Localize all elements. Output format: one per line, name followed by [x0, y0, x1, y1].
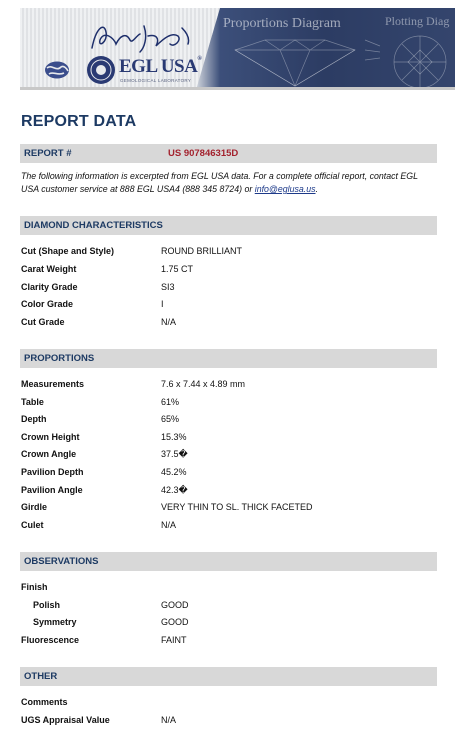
- row-label: Pavilion Angle: [21, 485, 83, 495]
- row-value: 15.3%: [161, 432, 187, 442]
- row-value: 45.2%: [161, 467, 187, 477]
- data-row: [21, 617, 435, 631]
- row-label-comments: Comments: [21, 697, 68, 707]
- data-row: [21, 485, 435, 499]
- data-row: [21, 715, 435, 729]
- data-row: [21, 432, 435, 446]
- diamond-diagram-graphic: [215, 28, 455, 90]
- row-value: GOOD: [161, 600, 189, 610]
- report-number-value: US 907846315D: [168, 148, 239, 159]
- data-row: [21, 449, 435, 463]
- data-row: [21, 582, 435, 596]
- row-value: I: [161, 299, 164, 309]
- data-row: [21, 379, 435, 393]
- row-value: 7.6 x 7.44 x 4.89 mm: [161, 379, 246, 389]
- data-row: [21, 282, 435, 296]
- row-label: UGS Appraisal Value: [21, 715, 110, 725]
- data-row: [21, 697, 435, 711]
- section-header-diamond-characteristics: DIAMOND CHARACTERISTICS: [20, 216, 437, 235]
- row-value: N/A: [161, 520, 177, 530]
- row-label: Carat Weight: [21, 264, 77, 274]
- row-label: Symmetry: [33, 617, 77, 627]
- plotting-diagram-title: Plotting Diag: [385, 14, 450, 28]
- data-row: [21, 264, 435, 278]
- row-label: Cut (Shape and Style): [21, 246, 115, 256]
- header-banner: [20, 8, 455, 90]
- row-value: 61%: [161, 397, 180, 407]
- globe-icon: [44, 60, 70, 80]
- brand-logo-subtitle: GEMOLOGICAL LABORATORY: [120, 78, 192, 83]
- data-row: [21, 397, 435, 411]
- row-label: Cut Grade: [21, 317, 65, 327]
- signature-image: [86, 18, 196, 58]
- row-label: Table: [21, 397, 44, 407]
- data-row: [21, 502, 435, 516]
- data-row: [21, 299, 435, 313]
- row-label: Culet: [21, 520, 44, 530]
- row-label-finish: Finish: [21, 582, 48, 592]
- data-row: [21, 467, 435, 481]
- row-label: Girdle: [21, 502, 48, 512]
- row-value: GOOD: [161, 617, 189, 627]
- row-label: Polish: [33, 600, 61, 610]
- seal-icon: [86, 55, 116, 85]
- row-value: 65%: [161, 414, 180, 424]
- row-value: N/A: [161, 715, 177, 725]
- row-label: Fluorescence: [21, 635, 80, 645]
- proportions-diagram-title: Proportions Diagram: [223, 16, 341, 31]
- data-row: [21, 414, 435, 428]
- row-label: Depth: [21, 414, 47, 424]
- intro-paragraph: [21, 170, 431, 196]
- row-value: 1.75 CT: [161, 264, 194, 274]
- row-label: Crown Angle: [21, 449, 77, 459]
- row-label: Crown Height: [21, 432, 80, 442]
- data-row: [21, 520, 435, 534]
- row-value: FAINT: [161, 635, 187, 645]
- section-header-other: OTHER: [20, 667, 437, 686]
- row-label: Measurements: [21, 379, 85, 389]
- row-label: Color Grade: [21, 299, 74, 309]
- section-header-proportions: PROPORTIONS: [20, 349, 437, 368]
- data-row: [21, 600, 435, 614]
- row-value: N/A: [161, 317, 177, 327]
- intro-text: The following information is excerpted from EGL USA data. For a complete official report, contact EGL USA customer service at 888 EGL USA4 (888 345 8724) or: [21, 171, 418, 194]
- data-row: [21, 317, 435, 331]
- data-row: [21, 246, 435, 260]
- section-header-observations: OBSERVATIONS: [20, 552, 437, 571]
- row-value: 37.5�: [161, 449, 188, 459]
- row-value: 42.3�: [161, 485, 188, 495]
- data-row: [21, 635, 435, 649]
- brand-logo-text: EGL USA®: [119, 56, 202, 77]
- row-value: VERY THIN TO SL. THICK FACETED: [161, 502, 313, 512]
- row-value: SI3: [161, 282, 175, 292]
- intro-text-end: .: [315, 184, 318, 194]
- report-number-label: REPORT #: [24, 148, 72, 159]
- row-value: ROUND BRILLIANT: [161, 246, 243, 256]
- report-number-bar: [20, 144, 437, 163]
- customer-service-email-link[interactable]: info@eglusa.us: [254, 184, 316, 194]
- page-title: REPORT DATA: [21, 113, 137, 130]
- row-label: Pavilion Depth: [21, 467, 84, 477]
- row-label: Clarity Grade: [21, 282, 78, 292]
